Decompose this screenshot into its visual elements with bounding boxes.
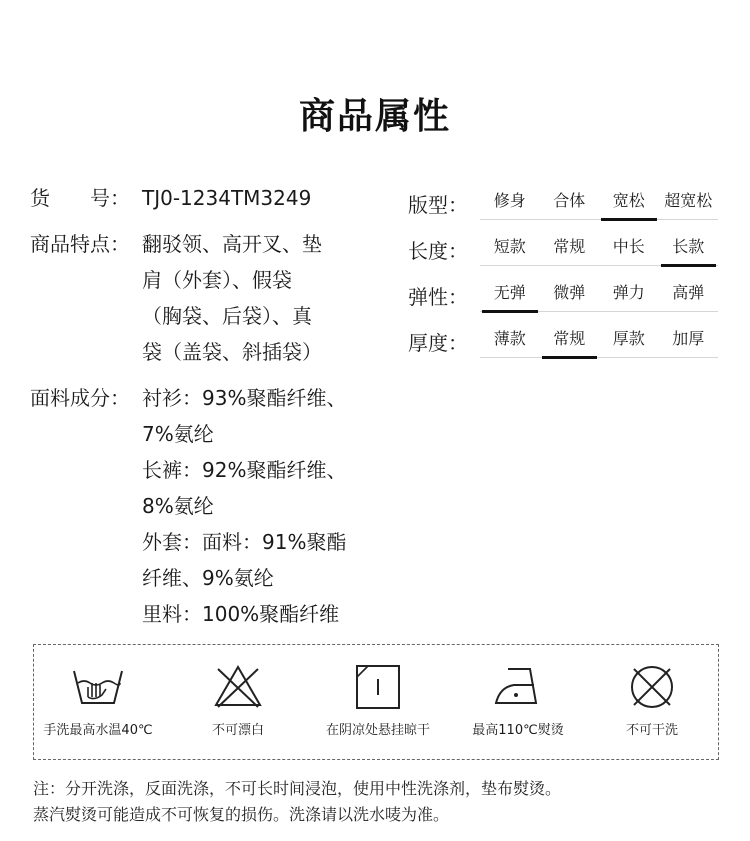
spec-label: 货 号：	[30, 186, 130, 210]
spec-line: 翻驳领、高开叉、垫	[142, 232, 322, 256]
spec-features	[30, 226, 380, 370]
care-instructions	[33, 644, 719, 760]
attr-option: 合体	[553, 191, 586, 210]
spec-value	[142, 226, 380, 370]
attr-option: 弹力	[612, 283, 645, 302]
attr-option-selected: 长款	[659, 232, 719, 265]
spec-value	[142, 180, 380, 216]
spec-list	[30, 180, 380, 642]
attr-label: 长度：	[408, 238, 468, 263]
spec-line: 袋（盖袋、斜插袋）	[142, 340, 322, 364]
care-label: 不可干洗	[625, 723, 678, 738]
care-label: 在阴凉处悬挂晾干	[325, 723, 430, 738]
attr-option: 短款	[493, 237, 526, 256]
care-item-iron	[448, 663, 588, 738]
dry-in-shade-icon	[350, 663, 406, 711]
note-line: 注：分开洗涤，反面洗涤，不可长时间浸泡，使用中性洗涤剂，垫布熨烫。	[33, 779, 562, 798]
attr-label: 厚度：	[408, 330, 468, 355]
attr-option-selected: 无弹	[480, 278, 540, 311]
care-item-no-dry-clean	[582, 663, 722, 738]
attr-length	[408, 226, 722, 272]
spec-line: 纤维、9%氨纶	[142, 566, 274, 590]
attr-fit	[408, 180, 722, 226]
spec-line: 肩（外套）、假袋	[142, 268, 292, 292]
hand-wash-icon	[70, 663, 126, 711]
attr-options	[480, 324, 718, 358]
spec-item-no	[30, 180, 380, 216]
spec-line: 里料：100%聚酯纤维	[142, 602, 340, 626]
attr-label: 版型：	[408, 192, 468, 217]
attr-option: 超宽松	[664, 191, 713, 210]
care-label: 最高110℃熨烫	[472, 723, 564, 738]
attr-option: 修身	[493, 191, 526, 210]
care-item-hand-wash	[28, 663, 168, 738]
care-label: 不可漂白	[211, 723, 264, 738]
attr-option: 加厚	[672, 329, 705, 348]
spec-line: 衬衫：93%聚酯纤维、	[142, 386, 347, 410]
spec-line: TJ0-1234TM3249	[142, 186, 312, 210]
attr-option: 常规	[553, 237, 586, 256]
care-item-no-bleach	[168, 663, 308, 738]
attr-option-selected: 宽松	[599, 186, 659, 219]
spec-fabric	[30, 380, 380, 632]
spec-line: 7%氨纶	[142, 422, 214, 446]
spec-value	[142, 380, 380, 632]
attr-option: 厚款	[612, 329, 645, 348]
no-dry-clean-icon	[624, 663, 680, 711]
note-line: 蒸汽熨烫可能造成不可恢复的损伤。洗涤请以洗水唛为准。	[33, 805, 450, 824]
spec-line: 8%氨纶	[142, 494, 214, 518]
attr-elasticity	[408, 272, 722, 318]
attr-thickness	[408, 318, 722, 364]
spec-line: 长裤：92%聚酯纤维、	[142, 458, 347, 482]
care-label: 手洗最高水温40℃	[43, 723, 153, 738]
attr-option: 微弹	[553, 283, 586, 302]
attr-option: 中长	[612, 237, 645, 256]
attr-options	[480, 278, 718, 312]
attr-option: 薄款	[493, 329, 526, 348]
attr-options	[480, 186, 718, 220]
attr-options	[480, 232, 718, 266]
spec-line: （胸袋、后袋）、真	[142, 304, 312, 328]
page-title: 商品属性	[298, 96, 451, 137]
attr-option-selected: 常规	[540, 324, 600, 357]
spec-label: 商品特点：	[30, 232, 130, 256]
attr-label: 弹性：	[408, 284, 468, 309]
care-notes	[33, 776, 733, 828]
care-item-dry-in-shade	[308, 663, 448, 738]
spec-label: 面料成分：	[30, 386, 130, 410]
no-bleach-icon	[210, 663, 266, 711]
attribute-table	[408, 180, 722, 364]
iron-icon	[490, 663, 546, 711]
spec-line: 外套：面料：91%聚酯	[142, 530, 347, 554]
attr-option: 高弹	[672, 283, 705, 302]
